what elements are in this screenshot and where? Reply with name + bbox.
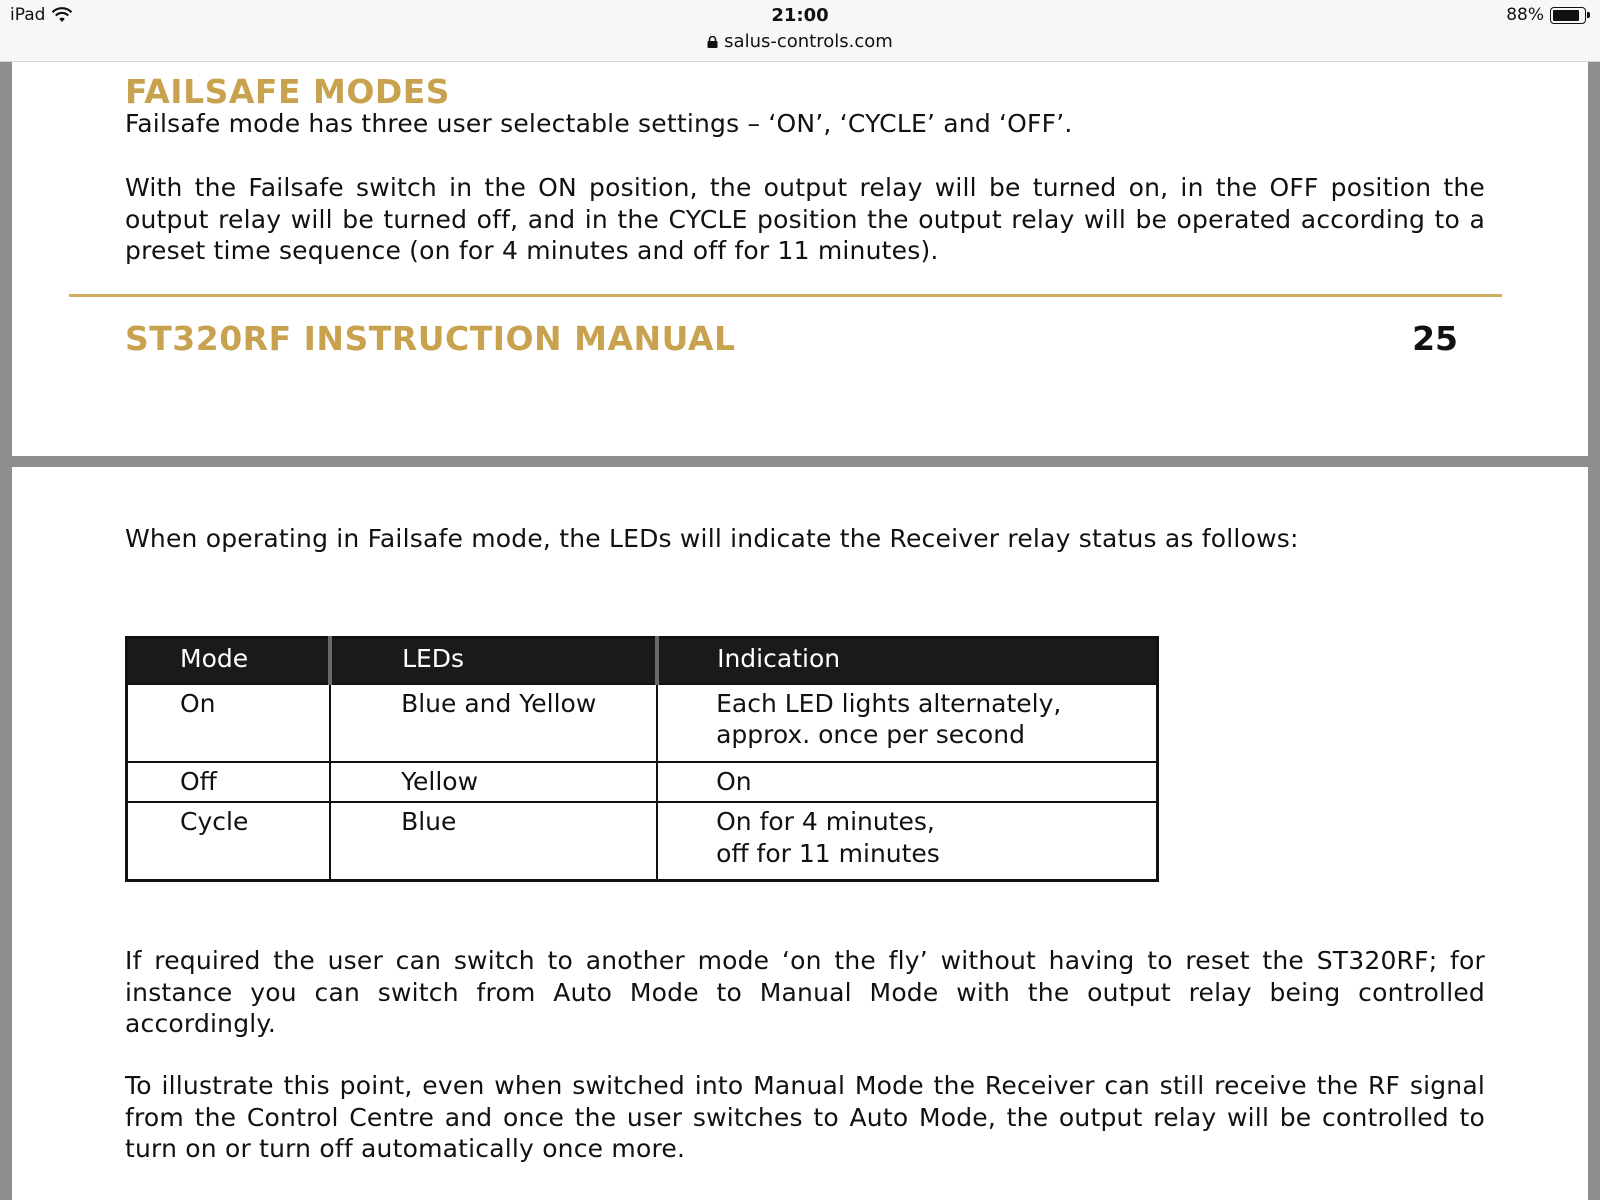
- cell-leds: Yellow: [330, 762, 657, 803]
- cell-leds: Blue: [330, 802, 657, 880]
- indication-line: off for 11 minutes: [716, 838, 940, 868]
- cell-indication: [657, 802, 1157, 880]
- cell-mode: On: [127, 684, 331, 762]
- device-name: iPad: [10, 5, 46, 25]
- paragraph: Failsafe mode has three user selectable settings – ‘ON’, ‘CYCLE’ and ‘OFF’.: [125, 109, 1073, 138]
- indication-line: On: [716, 766, 752, 796]
- status-bar: [0, 0, 1600, 62]
- indication-line: approx. once per second: [716, 720, 1025, 749]
- lock-icon: [707, 36, 718, 48]
- section-title: FAILSAFE MODES: [125, 72, 451, 111]
- paragraph: When operating in Failsafe mode, the LEDs will indicate the Receiver relay status as follows:: [125, 524, 1299, 553]
- document-page-upper: [12, 62, 1588, 456]
- led-status-table: [125, 636, 1159, 882]
- cell-leds: Blue and Yellow: [330, 684, 657, 762]
- column-header-indication: Indication: [657, 638, 1157, 684]
- table-row: [127, 762, 1158, 803]
- page-number: 25: [1412, 319, 1458, 358]
- document-page-lower: [12, 467, 1588, 1200]
- footer-manual-title: ST320RF INSTRUCTION MANUAL: [125, 319, 736, 358]
- paragraph: With the Failsafe switch in the ON position, the output relay will be turned on, in the OFF position the output relay will be turned off, and in the CYCLE position the output relay will be operated according to a preset time sequence (on for 4 minutes and off for 11 minutes).: [125, 173, 1485, 265]
- column-header-leds: LEDs: [330, 638, 657, 684]
- table-row: [127, 684, 1158, 762]
- paragraph: If required the user can switch to another mode ‘on the fly’ without having to reset the ST320RF; for instance you can switch from Auto Mode to Manual Mode with the output relay being controlled accordingly.: [125, 946, 1485, 1038]
- clock: 21:00: [771, 5, 829, 26]
- indication-line: Each LED lights alternately,: [716, 688, 1062, 718]
- battery-percent: 88%: [1506, 5, 1544, 25]
- column-header-mode: Mode: [127, 638, 331, 684]
- cell-indication: [657, 762, 1157, 803]
- address-bar[interactable]: [0, 31, 1600, 52]
- divider: [69, 294, 1502, 297]
- battery-fill: [1553, 10, 1579, 21]
- table-row: [127, 802, 1158, 880]
- url-text: salus-controls.com: [724, 31, 893, 52]
- cell-mode: Off: [127, 762, 331, 803]
- status-right: [1506, 5, 1586, 25]
- paragraph: To illustrate this point, even when switched into Manual Mode the Receiver can still receive the RF signal from the Control Centre and once the user switches to Auto Mode, the output relay will be controlled to turn on or turn off automatically once more.: [125, 1071, 1485, 1163]
- indication-line: On for 4 minutes,: [716, 807, 935, 836]
- cell-indication: [657, 684, 1157, 762]
- cell-mode: Cycle: [127, 802, 331, 880]
- battery-icon: [1550, 7, 1586, 24]
- battery-cap: [1587, 12, 1590, 18]
- table-header-row: [127, 638, 1158, 684]
